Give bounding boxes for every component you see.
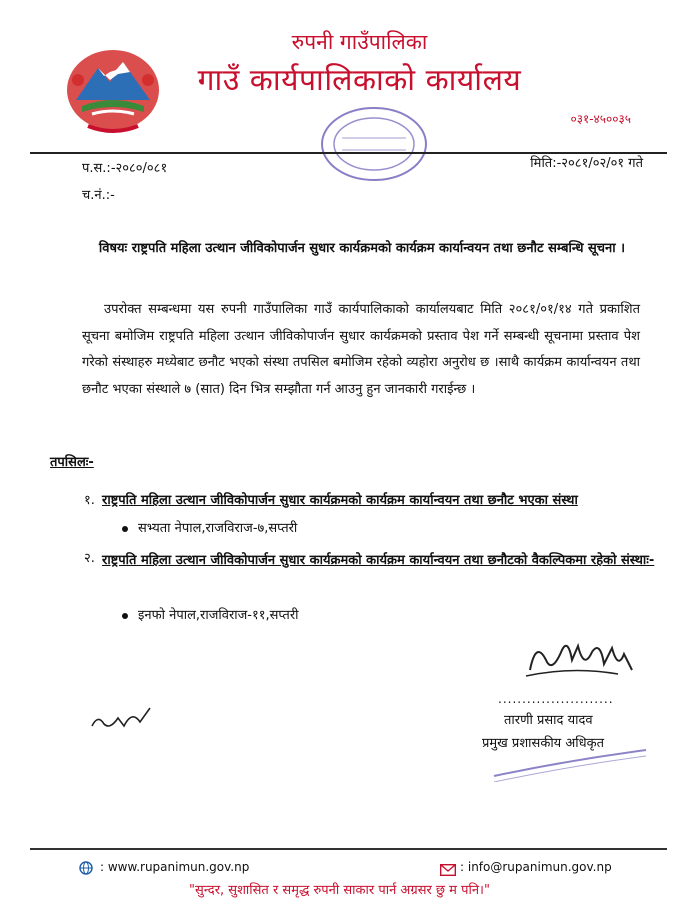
organization-name: सभ्यता नेपाल,राजविराज-७,सप्तरी xyxy=(138,521,298,536)
website-link[interactable]: : www.rupanimun.gov.np xyxy=(100,860,250,874)
organization-name: इनफो नेपाल,राजविराज-११,सप्तरी xyxy=(138,608,299,623)
list-item xyxy=(122,605,299,623)
reference-number: प.स.:-२०८०/०८१ xyxy=(82,161,168,176)
phone-number: ०३१-४५००३५ xyxy=(570,112,631,126)
item-title: राष्ट्रपति महिला उत्थान जीविकोपार्जन सुधार कार्यक्रमको कार्यक्रम कार्यान्वयन तथा छनौट भएका संस्था xyxy=(102,493,578,508)
bullet-icon xyxy=(122,526,128,532)
body-paragraph: उपरोक्त सम्बन्धमा यस रुपनी गाउँपालिका गाउँ कार्यपालिकाको कार्यालयबाट मिति २०८१/०१/१४ गते प्रकाशित सूचना बमोजिम राष्ट्रपति महिला उत्थान जीविकोपार्जन सुधार कार्यक्रमको प्रस्ताव पेश गर्ने सम्बन्धी सूचनामा प्रस्ताव पेश गरेको संस्थाहरु मध्येबाट छनौट भएको संस्था तपसिल बमोजिम रहेको व्यहोरा अनुरोध छ ।साथै कार्यक्रम कार्यान्वयन तथा छनौट भएका संस्थाले ७ (सात) दिन भित्र सम्झौता गर्न आउनु हुन जानकारी गराईन्छ । xyxy=(82,302,640,397)
initials-scribble-icon xyxy=(88,700,158,736)
signature-line: ........................ xyxy=(498,692,614,706)
office-name: गाउँ कार्यपालिकाको कार्यालय xyxy=(197,63,522,98)
globe-icon xyxy=(79,860,93,874)
municipality-name: रुपनी गाउँपालिका xyxy=(291,30,428,54)
officer-name: तारणी प्रसाद यादव xyxy=(504,713,593,728)
item-title: राष्ट्रपति महिला उत्थान जीविकोपार्जन सुधार कार्यक्रमको कार्यक्रम कार्यान्वयन तथा छनौटको वैकल्पिकमा रहेको संस्थाः- xyxy=(102,553,655,568)
mail-icon xyxy=(440,861,456,873)
title-stamp-icon xyxy=(490,742,650,782)
subject-line: विषयः राष्ट्रपति महिला उत्थान जीविकोपार्जन सुधार कार्यक्रमको कार्यक्रम कार्यान्वयन तथा छनौट सम्बन्धि सूचना । xyxy=(98,241,626,256)
list-item xyxy=(122,518,297,536)
officer-title: प्रमुख प्रशासकीय अधिकृत xyxy=(482,736,605,751)
item-number: २. xyxy=(84,551,95,566)
email-link[interactable]: : info@rupanimun.gov.np xyxy=(460,860,612,874)
dispatch-number: च.नं.:- xyxy=(82,188,115,203)
footer-divider xyxy=(30,848,667,850)
bullet-icon xyxy=(122,613,128,619)
footer-slogan: "सुन्दर, सुशासित र समृद्ध रुपनी साकार पार्न अग्रसर छु म पनि।" xyxy=(189,883,490,898)
handwritten-signature-icon xyxy=(522,630,642,690)
letter-date: मिति:-२०८१/०२/०१ गते xyxy=(530,156,643,171)
office-stamp-icon xyxy=(318,104,430,184)
details-heading: तपसिलः- xyxy=(50,455,94,470)
item-number: १. xyxy=(84,493,95,508)
